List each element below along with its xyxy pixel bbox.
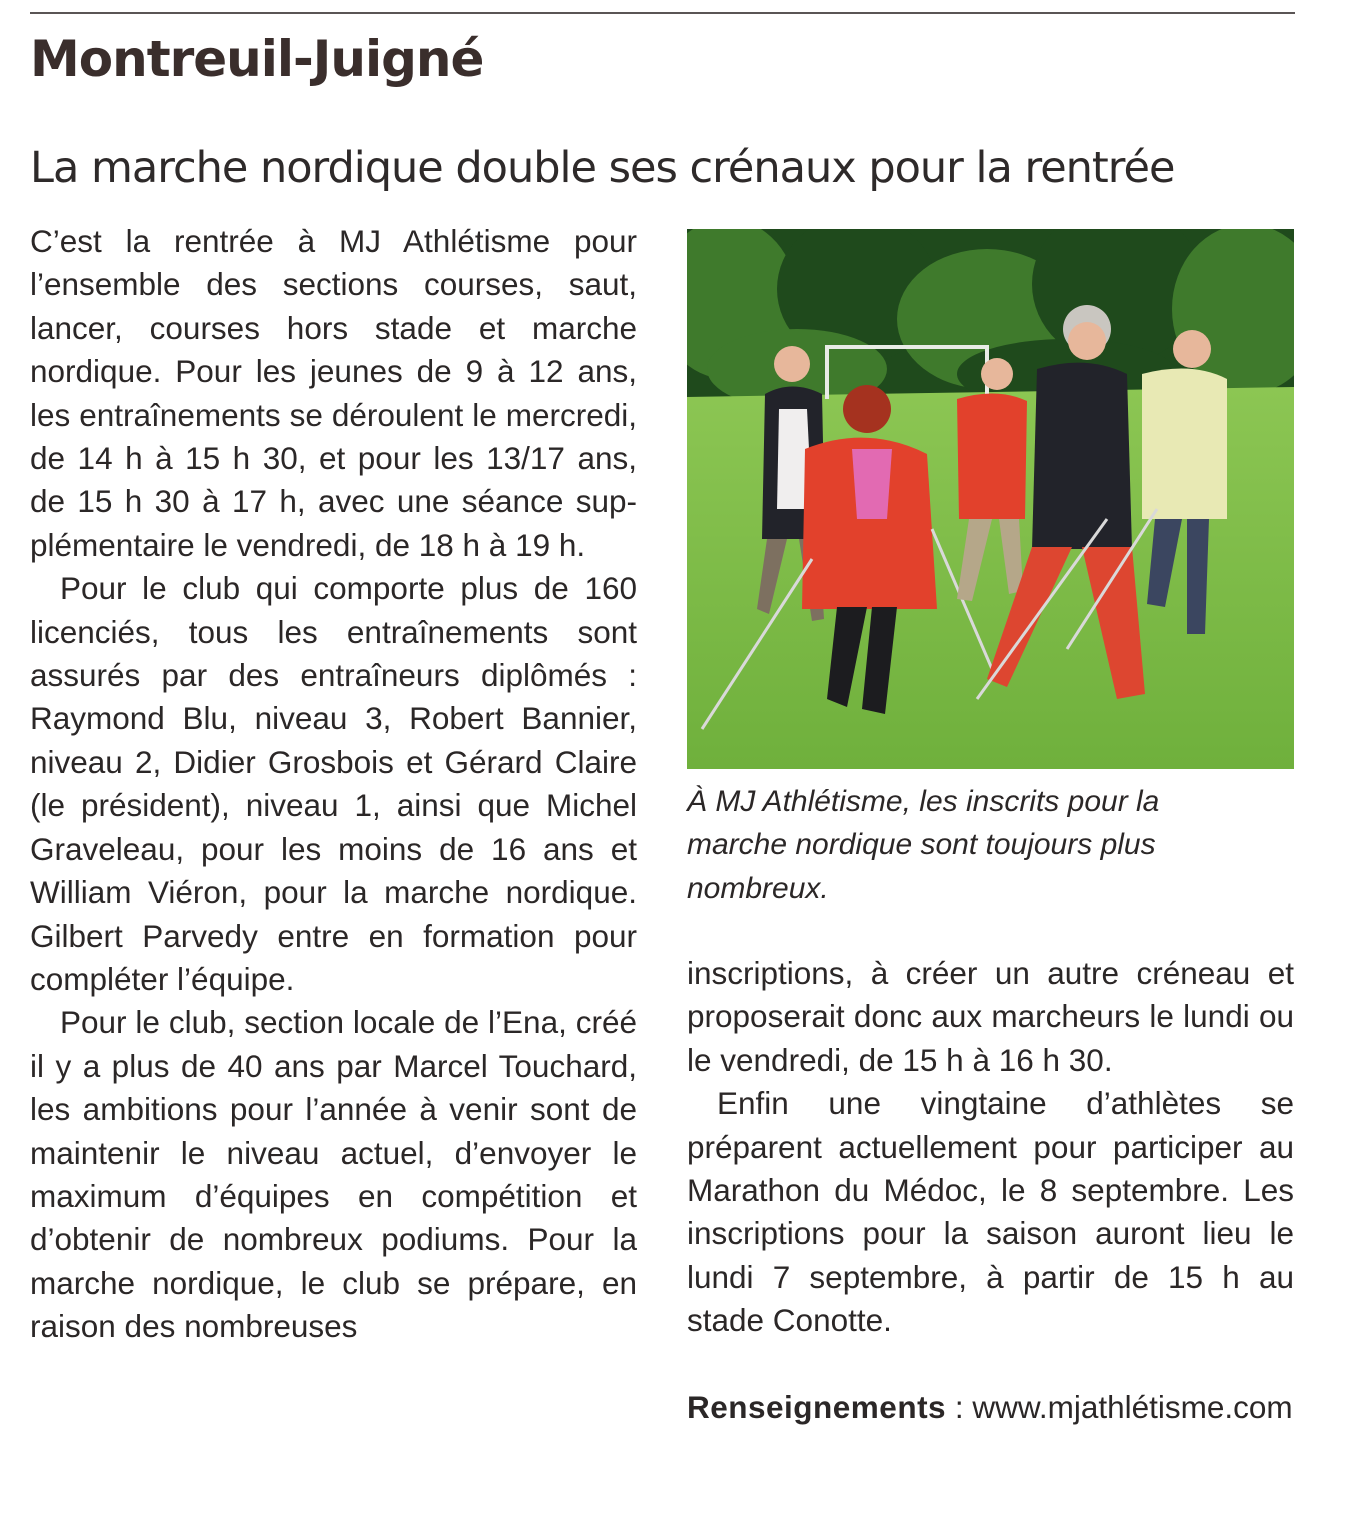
left-column	[30, 220, 637, 1349]
walker-shirt	[852, 449, 892, 519]
info-website[interactable]: www.mjathlétisme.com	[972, 1389, 1293, 1426]
top-rule	[30, 12, 1295, 14]
info-label: Renseignements	[687, 1389, 947, 1426]
walker-body	[1142, 369, 1227, 519]
paragraph-3: Pour le club, section locale de l’Ena, créé il y a plus de 40 ans par Marcel Touchard, les ambitions pour l’année à venir sont de maintenir le niveau actuel, d’envoyer le maximum d’équipes en compétition et d’obtenir de nombreux podiums. Pour la marche nordique, le club se prépare, en raison des nombreuses	[30, 1004, 637, 1345]
walker-head	[1173, 330, 1211, 368]
section-title: Montreuil-Juigné	[30, 30, 484, 88]
paragraph-1: C’est la rentrée à MJ Athlétisme pour l’ensemble des sections courses, saut, lancer, courses hors stade et marche nordique. Pour les jeunes de 9 à 12 ans, les entraînements se déroulent le mercredi, de 14 h à 15 h 30, et pour les 13/17 ans, de 15 h 30 à 17 h, avec une séance supplémentaire le vendredi, de 18 h à 19 h.	[30, 223, 637, 563]
walker-body	[957, 393, 1027, 519]
walker-hair	[843, 385, 891, 433]
info-line	[687, 1386, 1294, 1429]
paragraph-4: inscriptions, à créer un autre créneau et proposerait donc aux marcheurs le lundi ou le vendredi, de 15 h à 16 h 30.	[687, 955, 1294, 1078]
walker-head	[774, 346, 810, 382]
walker-head	[981, 358, 1013, 390]
walker-body	[1032, 363, 1132, 549]
paragraph-5: Enfin une vingtaine d’athlètes se préparent actuellement pour participer au Marathon du Médoc, le 8 septembre. Les inscriptions pour la saison auront lieu le lundi 7 septembre, à partir de 15 h au stade Conotte.	[687, 1085, 1294, 1339]
article-photo	[687, 229, 1294, 769]
paragraph-2: Pour le club qui comporte plus de 160 licenciés, tous les entraînements sont assurés par des entraîneurs diplômés : Raymond Blu, niveau 3, Robert Bannier, niveau 2, Didier Grosbois et Gérard Claire (le président), niveau 1, ainsi que Michel Graveleau, pour les moins de 16 ans et William Viéron, pour la marche nordique. Gilbert Parvedy entre en formation pour compléter l’équipe.	[30, 570, 637, 997]
walker-head	[1068, 322, 1106, 360]
photo-caption: À MJ Athlétisme, les inscrits pour la marche nordique sont toujours plus nombreux.	[687, 785, 1160, 905]
right-column	[687, 952, 1294, 1429]
info-separator: :	[946, 1389, 973, 1426]
article-headline: La marche nordique double ses crénaux pour la rentrée	[30, 143, 1175, 193]
